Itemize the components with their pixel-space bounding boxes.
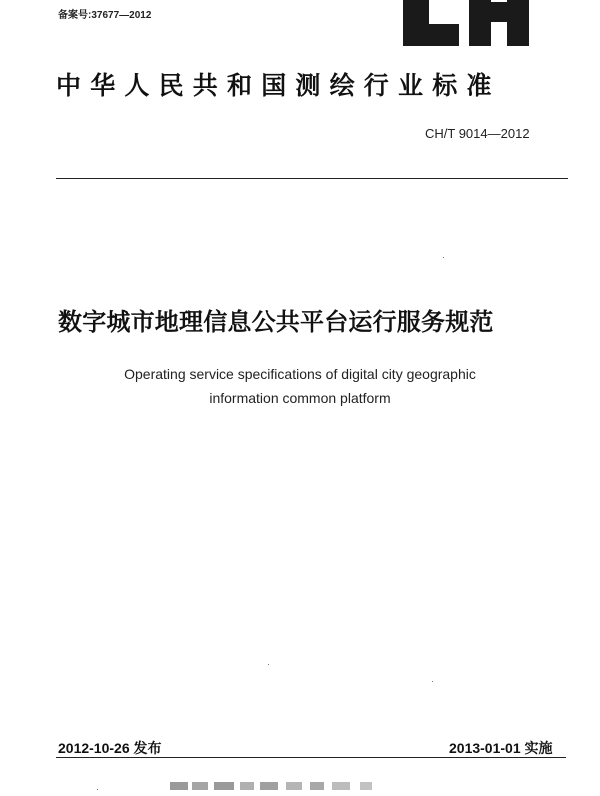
bottom-divider — [56, 757, 566, 758]
standard-title: 中华人民共和国测绘行业标准 — [56, 71, 501, 100]
document-title-english-line-2: information common platform — [209, 390, 391, 406]
record-number: 备案号:37677—2012 — [58, 10, 152, 21]
implementation-date: 2013-01-01 实施 — [449, 740, 553, 756]
scan-speck — [443, 257, 444, 258]
faded-publisher-text-fragment — [170, 778, 400, 792]
ch-logo — [403, 0, 529, 46]
document-title-english — [80, 362, 520, 410]
top-divider — [56, 178, 568, 179]
document-title-english-line-1: Operating service specifications of digital city geographic — [124, 366, 476, 382]
scan-speck — [432, 681, 433, 682]
issue-date: 2012-10-26 发布 — [58, 740, 162, 756]
document-title-chinese: 数字城市地理信息公共平台运行服务规范 — [58, 308, 494, 336]
standard-code: CH/T 9014—2012 — [425, 126, 530, 141]
scan-speck — [97, 789, 98, 790]
scan-speck — [268, 664, 269, 665]
